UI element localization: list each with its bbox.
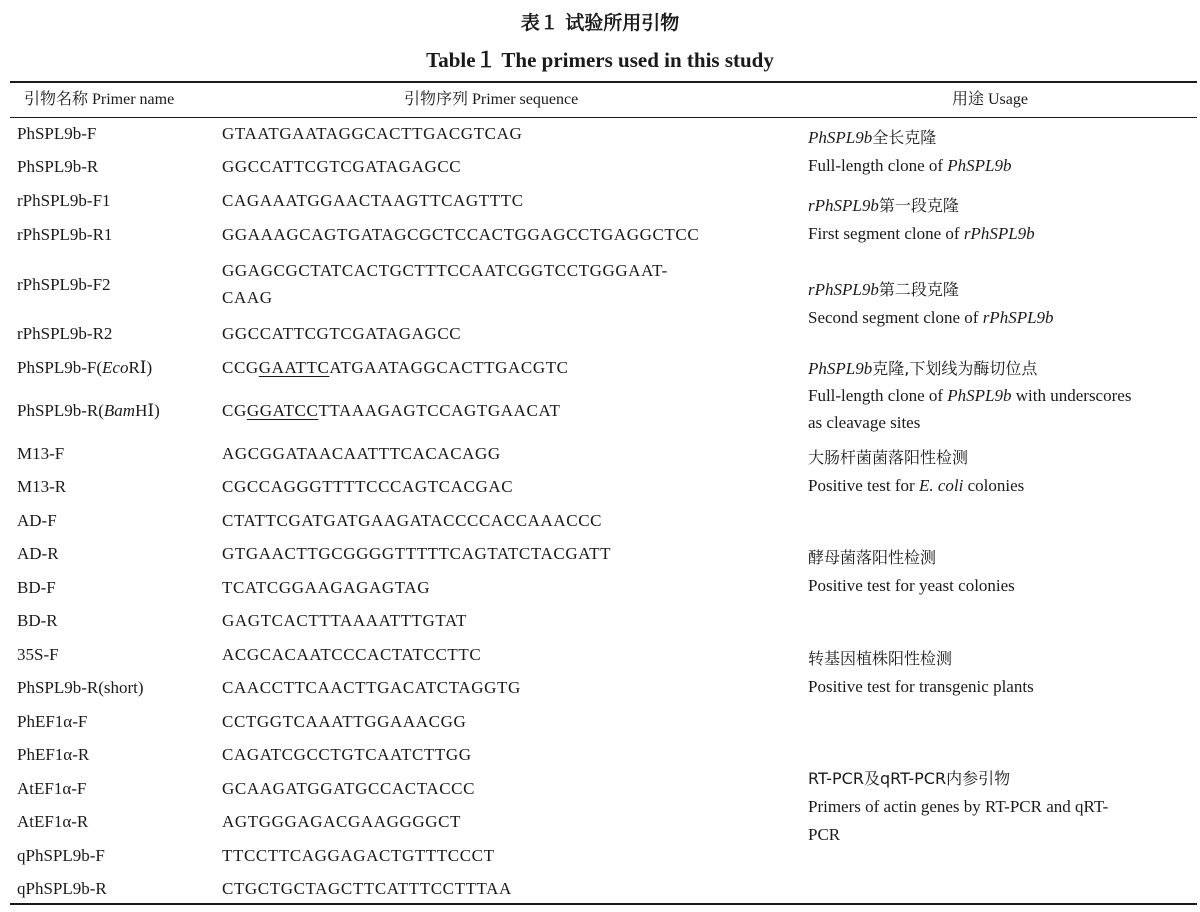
primer-name: rPhSPL9b-F2 xyxy=(17,275,111,294)
usage-cell: rPhSPL9b第一段克隆 First segment clone of rPhSPL9b xyxy=(808,196,1035,243)
usage-cell: 酵母菌落阳性检测 Positive test for yeast colonies xyxy=(808,548,1015,595)
table-top-rule xyxy=(10,81,1197,83)
cleavage-site: GGATCC xyxy=(246,401,319,420)
primer-name: AtEF1α-R xyxy=(17,812,89,831)
primer-name: 35S-F xyxy=(17,645,59,664)
primer-sequence: CCTGGTCAAATTGGAAACGG xyxy=(222,712,467,731)
primer-sequence: CTATTCGATGATGAAGATACCCCACCAAACCC xyxy=(222,511,603,530)
primer-name: qPhSPL9b-F xyxy=(17,846,105,865)
primer-sequence: CAACCTTCAACTTGACATCTAGGTG xyxy=(222,678,521,697)
table-caption-en: Table１ The primers used in this study xyxy=(426,48,774,72)
primer-sequence: CTGCTGCTAGCTTCATTTCCTTTAA xyxy=(222,879,512,898)
primer-sequence: GTGAACTTGCGGGGTTTTTCAGTATCTACGATT xyxy=(222,544,612,563)
table-bottom-rule xyxy=(10,903,1197,905)
primer-sequence: GCAAGATGGATGCCACTACCC xyxy=(222,779,476,798)
primer-name: M13-R xyxy=(17,477,67,496)
usage-cell: PhSPL9b克隆,下划线为酶切位点 Full-length clone of PhSPL9b with underscores as cleavage sites xyxy=(808,359,1132,432)
primer-name: AD-F xyxy=(17,511,57,530)
primer-sequence: GGAGCGCTATCACTGCTTTCCAATCGGTCCTGGGAAT- xyxy=(222,261,668,280)
primer-name: PhSPL9b-R xyxy=(17,157,99,176)
usage-cell: PhSPL9b全长克隆 Full-length clone of PhSPL9b xyxy=(808,128,1012,175)
primer-name: AtEF1α-F xyxy=(17,779,87,798)
primer-sequence: CAGATCGCCTGTCAATCTTGG xyxy=(222,745,472,764)
primer-sequence-continued: CAAG xyxy=(222,288,273,307)
primer-sequence: TTCCTTCAGGAGACTGTTTCCCT xyxy=(222,846,495,865)
primer-sequence: CGCCAGGGTTTTCCCAGTCACGAC xyxy=(222,477,514,496)
primer-sequence: AGCGGATAACAATTTCACACAGG xyxy=(222,444,501,463)
primer-sequence: TCATCGGAAGAGAGTAG xyxy=(222,578,431,597)
header-rule xyxy=(10,117,1197,118)
usage-cell: 转基因植株阳性检测 Positive test for transgenic plants xyxy=(808,649,1034,696)
usage-cell: RT-PCR及qRT-PCR内参引物 Primers of actin genes by RT-PCR and qRT- PCR xyxy=(808,769,1109,844)
primer-sequence: GGAAAGCAGTGATAGCGCTCCACTGGAGCCTGAGGCTCC xyxy=(222,225,700,244)
primer-name: PhSPL9b-R(short) xyxy=(17,678,144,697)
primer-name: AD-R xyxy=(17,544,59,563)
primer-name: BD-F xyxy=(17,578,56,597)
primer-name: PhSPL9b-F(EcoRⅠ) xyxy=(17,358,153,377)
primer-sequence: GGCCATTCGTCGATAGAGCC xyxy=(222,324,462,343)
header-primer-name: 引物名称 Primer name xyxy=(24,91,175,108)
primer-sequence: GAGTCACTTTAAAATTTGTAT xyxy=(222,611,468,630)
primer-name: rPhSPL9b-F1 xyxy=(17,191,111,210)
primer-name: M13-F xyxy=(17,444,65,463)
primer-sequence: CGGGATCCTTAAAGAGTCCAGTGAACAT xyxy=(222,401,561,420)
primer-name: BD-R xyxy=(17,611,58,630)
primer-name: rPhSPL9b-R1 xyxy=(17,225,113,244)
header-usage: 用途 Usage xyxy=(952,91,1028,108)
primer-name: PhSPL9b-R(BamHⅠ) xyxy=(17,401,160,420)
table-caption-cn: 表１ 试验所用引物 xyxy=(520,12,680,34)
primer-name: PhEF1α-R xyxy=(17,745,90,764)
usage-cell: 大肠杆菌菌落阳性检测 Positive test for E. coli colonies xyxy=(808,448,1025,495)
primer-name: PhSPL9b-F xyxy=(17,124,97,143)
primer-sequence: ACGCACAATCCCACTATCCTTC xyxy=(222,645,482,664)
usage-cell: rPhSPL9b第二段克隆 Second segment clone of rPhSPL9b xyxy=(808,280,1054,327)
primer-name: rPhSPL9b-R2 xyxy=(17,324,113,343)
primer-sequence: GGCCATTCGTCGATAGAGCC xyxy=(222,157,462,176)
primer-sequence: AGTGGGAGACGAAGGGGCT xyxy=(222,812,461,831)
primer-name: PhEF1α-F xyxy=(17,712,88,731)
primer-sequence: GTAATGAATAGGCACTTGACGTCAG xyxy=(222,124,523,143)
cleavage-site: GAATTC xyxy=(258,358,330,377)
primer-name: qPhSPL9b-R xyxy=(17,879,107,898)
header-primer-sequence: 引物序列 Primer sequence xyxy=(404,91,579,108)
primer-sequence: CAGAAATGGAACTAAGTTCAGTTTC xyxy=(222,191,524,210)
primer-sequence: CCGGAATTCATGAATAGGCACTTGACGTC xyxy=(222,358,569,377)
